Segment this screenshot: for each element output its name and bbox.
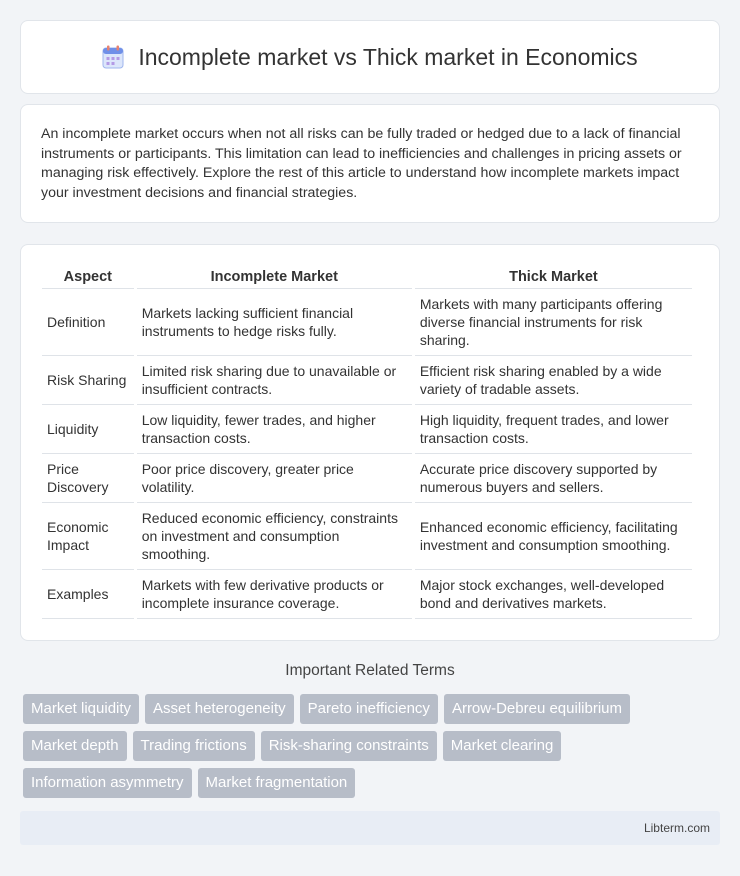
calendar-icon — [102, 45, 124, 69]
table-row — [42, 503, 692, 570]
table-header-row — [42, 267, 692, 289]
table-row — [42, 356, 692, 405]
tag-row — [23, 731, 723, 761]
table-row — [42, 454, 692, 503]
cell-aspect: Examples — [42, 570, 134, 619]
intro-card — [20, 104, 720, 223]
tag-market-liquidity[interactable]: Market liquidity — [23, 694, 139, 724]
cell-thick: Markets with many participants offering diverse financial instruments for risk sharing. — [415, 289, 692, 356]
cell-incomplete: Limited risk sharing due to unavailable or insufficient contracts. — [137, 356, 412, 405]
tag-row — [23, 694, 723, 724]
cell-thick: Efficient risk sharing enabled by a wide variety of tradable assets. — [415, 356, 692, 405]
related-terms-title: Important Related Terms — [285, 662, 455, 679]
tag-market-depth[interactable]: Market depth — [23, 731, 127, 761]
tag-asset-heterogeneity[interactable]: Asset heterogeneity — [145, 694, 294, 724]
intro-text: An incomplete market occurs when not all risks can be fully traded or hedged due to a lack of financial instruments or participants. This limitation can lead to inefficiencies and challenges in pricing assets or managing risk effectively. Explore the rest of this article to understand how incomplete markets impact your investment decisions and financial strategies. — [41, 126, 682, 201]
cell-incomplete: Markets lacking sufficient financial instruments to hedge risks fully. — [137, 289, 412, 356]
related-terms-list — [23, 694, 723, 805]
tag-pareto-inefficiency[interactable]: Pareto inefficiency — [300, 694, 438, 724]
header-thick-market: Thick Market — [415, 267, 692, 289]
cell-aspect: Economic Impact — [42, 503, 134, 570]
cell-incomplete: Markets with few derivative products or incomplete insurance coverage. — [137, 570, 412, 619]
table-row — [42, 570, 692, 619]
cell-aspect: Definition — [42, 289, 134, 356]
tag-market-fragmentation[interactable]: Market fragmentation — [198, 768, 356, 798]
cell-thick: Major stock exchanges, well-developed bond and derivatives markets. — [415, 570, 692, 619]
tag-market-clearing[interactable]: Market clearing — [443, 731, 562, 761]
footer-site-link[interactable]: Libterm.com — [643, 821, 710, 835]
tag-risk-sharing-constraints[interactable]: Risk-sharing constraints — [261, 731, 437, 761]
cell-incomplete: Low liquidity, fewer trades, and higher transaction costs. — [137, 405, 412, 454]
cell-aspect: Risk Sharing — [42, 356, 134, 405]
tag-information-asymmetry[interactable]: Information asymmetry — [23, 768, 192, 798]
header-card — [20, 20, 720, 94]
header-incomplete-market: Incomplete Market — [137, 267, 412, 289]
tag-arrow-debreu-equilibrium[interactable]: Arrow-Debreu equilibrium — [444, 694, 630, 724]
tag-row — [23, 768, 723, 798]
comparison-table — [39, 267, 695, 619]
cell-aspect: Price Discovery — [42, 454, 134, 503]
header-aspect: Aspect — [42, 267, 134, 289]
page-title: Incomplete market vs Thick market in Economics — [138, 43, 638, 70]
tag-trading-frictions[interactable]: Trading frictions — [133, 731, 255, 761]
cell-incomplete: Reduced economic efficiency, constraints on investment and consumption smoothing. — [137, 503, 412, 570]
footer — [20, 811, 720, 845]
cell-incomplete: Poor price discovery, greater price volatility. — [137, 454, 412, 503]
table-row — [42, 405, 692, 454]
table-row — [42, 289, 692, 356]
cell-thick: Enhanced economic efficiency, facilitating investment and consumption smoothing. — [415, 503, 692, 570]
cell-thick: Accurate price discovery supported by numerous buyers and sellers. — [415, 454, 692, 503]
cell-aspect: Liquidity — [42, 405, 134, 454]
comparison-card — [20, 244, 720, 641]
cell-thick: High liquidity, frequent trades, and lower transaction costs. — [415, 405, 692, 454]
